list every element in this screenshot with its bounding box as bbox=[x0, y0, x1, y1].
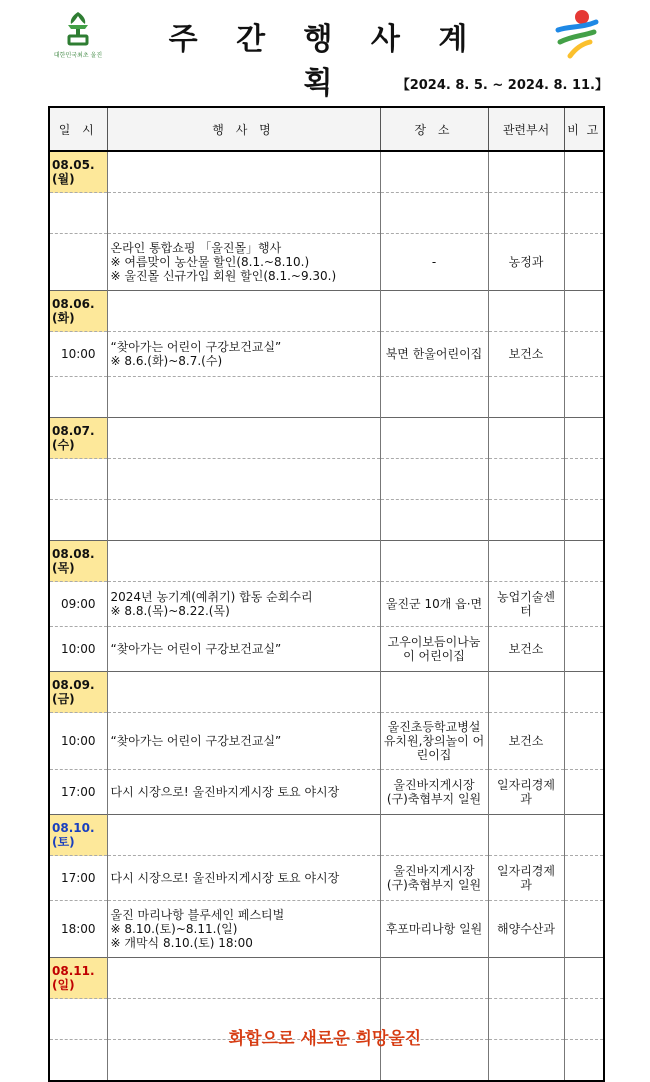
place-line: 고우이보듬이 bbox=[387, 635, 458, 649]
event-time bbox=[49, 377, 107, 418]
col-dept-header: 관련부서 bbox=[488, 107, 564, 151]
event-time: 10:00 bbox=[49, 713, 107, 770]
event-note bbox=[564, 500, 604, 541]
date-cell: 08.07.(수) bbox=[49, 418, 107, 459]
empty-cell bbox=[380, 291, 488, 332]
event-line: “찾아가는 어린이 구강보건교실” bbox=[110, 340, 282, 354]
table-row bbox=[49, 627, 604, 672]
event-line: 온라인 통합쇼핑 「울진몰」행사 bbox=[110, 241, 282, 255]
place-line: 울진바지게시장 bbox=[393, 864, 475, 878]
empty-cell bbox=[107, 815, 380, 856]
event-place bbox=[380, 901, 488, 958]
table-row bbox=[49, 856, 604, 901]
empty-cell bbox=[488, 958, 564, 999]
table-row bbox=[49, 713, 604, 770]
event-place bbox=[380, 193, 488, 234]
event-line: ※ 울진몰 신규가입 회원 할인(8.1.~9.30.) bbox=[110, 269, 337, 283]
date-cell: 08.06.(화) bbox=[49, 291, 107, 332]
empty-cell bbox=[564, 541, 604, 582]
empty-cell bbox=[488, 541, 564, 582]
event-place bbox=[380, 582, 488, 627]
event-time bbox=[49, 193, 107, 234]
date-cell: 08.11.(일) bbox=[49, 958, 107, 999]
event-place bbox=[380, 713, 488, 770]
logo-tagline: 대한민국최초 울진 bbox=[53, 52, 103, 59]
event-note bbox=[564, 459, 604, 500]
event-name bbox=[107, 234, 380, 291]
empty-cell bbox=[107, 672, 380, 713]
table-header-row bbox=[49, 107, 604, 151]
event-name bbox=[107, 901, 380, 958]
event-line: ※ 여름맞이 농산물 할인(8.1.~8.10.) bbox=[110, 255, 310, 269]
event-line: “찾아가는 어린이 구강보건교실” bbox=[110, 642, 282, 656]
event-name bbox=[107, 713, 380, 770]
place-line: 북면 한울어린이집 bbox=[385, 347, 483, 361]
col-datetime-header: 일 시 bbox=[49, 107, 107, 151]
event-place bbox=[380, 627, 488, 672]
event-dept: 농정과 bbox=[488, 234, 564, 291]
event-name bbox=[107, 500, 380, 541]
empty-cell bbox=[380, 151, 488, 193]
event-place bbox=[380, 234, 488, 291]
empty-cell bbox=[107, 958, 380, 999]
sprout-logo-icon bbox=[62, 10, 94, 46]
table-row bbox=[49, 459, 604, 500]
empty-cell bbox=[564, 151, 604, 193]
empty-cell bbox=[488, 291, 564, 332]
table-row bbox=[49, 770, 604, 815]
empty-cell bbox=[380, 418, 488, 459]
empty-cell bbox=[380, 815, 488, 856]
empty-cell bbox=[107, 541, 380, 582]
event-note bbox=[564, 770, 604, 815]
schedule-period: 【2024. 8. 5. ~ 2024. 8. 11.】 bbox=[396, 78, 608, 93]
date-row bbox=[49, 958, 604, 999]
table-row bbox=[49, 582, 604, 627]
date-row bbox=[49, 541, 604, 582]
event-line: ※ 8.8.(목)~8.22.(목) bbox=[110, 604, 230, 618]
event-line: ※ 8.10.(토)~8.11.(일) bbox=[110, 922, 238, 936]
event-time: 10:00 bbox=[49, 332, 107, 377]
event-time: 18:00 bbox=[49, 901, 107, 958]
event-note bbox=[564, 193, 604, 234]
event-dept bbox=[488, 500, 564, 541]
event-dept: 일자리경제과 bbox=[488, 856, 564, 901]
table-row bbox=[49, 500, 604, 541]
empty-cell bbox=[107, 151, 380, 193]
table-row bbox=[49, 193, 604, 234]
empty-cell bbox=[488, 418, 564, 459]
event-name bbox=[107, 770, 380, 815]
table-row bbox=[49, 377, 604, 418]
empty-cell bbox=[380, 672, 488, 713]
event-place bbox=[380, 459, 488, 500]
event-time: 09:00 bbox=[49, 582, 107, 627]
empty-cell bbox=[488, 672, 564, 713]
event-name bbox=[107, 193, 380, 234]
event-dept: 농업기술센터 bbox=[488, 582, 564, 627]
event-place bbox=[380, 500, 488, 541]
event-line: ※ 개막식 8.10.(토) 18:00 bbox=[110, 936, 253, 950]
date-cell: 08.10.(토) bbox=[49, 815, 107, 856]
place-line: 울진바지게시장 bbox=[393, 778, 475, 792]
event-dept: 보건소 bbox=[488, 332, 564, 377]
date-row bbox=[49, 418, 604, 459]
event-place bbox=[380, 332, 488, 377]
empty-cell bbox=[107, 291, 380, 332]
event-note bbox=[564, 713, 604, 770]
table-row bbox=[49, 901, 604, 958]
event-note bbox=[564, 901, 604, 958]
empty-cell bbox=[564, 958, 604, 999]
empty-cell bbox=[488, 151, 564, 193]
event-line: “찾아가는 어린이 구강보건교실” bbox=[110, 734, 282, 748]
event-dept bbox=[488, 459, 564, 500]
event-time: 10:00 bbox=[49, 627, 107, 672]
date-row bbox=[49, 672, 604, 713]
event-name bbox=[107, 582, 380, 627]
event-line: ※ 8.6.(화)~8.7.(수) bbox=[110, 354, 223, 368]
event-note bbox=[564, 582, 604, 627]
county-emblem-icon bbox=[552, 8, 602, 60]
event-name bbox=[107, 627, 380, 672]
event-place bbox=[380, 377, 488, 418]
place-line: 울진초등학교 bbox=[387, 720, 458, 734]
event-note bbox=[564, 377, 604, 418]
event-name bbox=[107, 332, 380, 377]
event-note bbox=[564, 627, 604, 672]
date-cell: 08.09.(금) bbox=[49, 672, 107, 713]
event-time bbox=[49, 500, 107, 541]
place-line: (구)축협부지 일원 bbox=[386, 792, 482, 806]
event-line: 다시 시장으로! 울진바지게시장 토요 야시장 bbox=[110, 871, 340, 885]
place-line: 병설유치원, bbox=[383, 720, 481, 748]
date-row bbox=[49, 151, 604, 193]
event-dept: 일자리경제과 bbox=[488, 770, 564, 815]
date-row bbox=[49, 815, 604, 856]
date-cell: 08.08.(목) bbox=[49, 541, 107, 582]
empty-cell bbox=[380, 958, 488, 999]
empty-cell bbox=[488, 815, 564, 856]
event-line: 다시 시장으로! 울진바지게시장 토요 야시장 bbox=[110, 785, 340, 799]
place-line: 울진군 10개 읍·면 bbox=[385, 597, 483, 611]
place-line: (구)축협부지 일원 bbox=[386, 878, 482, 892]
empty-cell bbox=[564, 418, 604, 459]
event-dept: 보건소 bbox=[488, 627, 564, 672]
place-line: 후포마리나항 일원 bbox=[385, 922, 483, 936]
county-logo bbox=[50, 10, 106, 62]
event-place bbox=[380, 770, 488, 815]
place-line: 창의놀이 어린이집 bbox=[416, 734, 485, 762]
event-name bbox=[107, 459, 380, 500]
event-dept bbox=[488, 193, 564, 234]
empty-cell bbox=[564, 672, 604, 713]
date-cell: 08.05.(월) bbox=[49, 151, 107, 193]
event-time: 17:00 bbox=[49, 770, 107, 815]
event-time bbox=[49, 234, 107, 291]
table-row bbox=[49, 332, 604, 377]
event-line: 2024년 농기계(예취기) 합동 순회수리 bbox=[110, 590, 313, 604]
event-line: 울진 마리나항 블루세인 페스티벌 bbox=[110, 908, 285, 922]
place-line: 나눔이 어린이집 bbox=[403, 635, 481, 663]
empty-cell bbox=[380, 541, 488, 582]
place-line: - bbox=[431, 255, 437, 269]
event-dept: 해양수산과 bbox=[488, 901, 564, 958]
event-note bbox=[564, 332, 604, 377]
event-note bbox=[564, 856, 604, 901]
col-place-header: 장 소 bbox=[380, 107, 488, 151]
event-note bbox=[564, 234, 604, 291]
event-time bbox=[49, 459, 107, 500]
page-title: 주 간 행 사 계 획 bbox=[168, 22, 482, 101]
event-time: 17:00 bbox=[49, 856, 107, 901]
col-event-header: 행 사 명 bbox=[107, 107, 380, 151]
empty-cell bbox=[107, 418, 380, 459]
date-row bbox=[49, 291, 604, 332]
event-dept: 보건소 bbox=[488, 713, 564, 770]
table-row bbox=[49, 234, 604, 291]
event-dept bbox=[488, 377, 564, 418]
event-place bbox=[380, 856, 488, 901]
empty-cell bbox=[564, 291, 604, 332]
event-name bbox=[107, 377, 380, 418]
county-slogan: 화합으로 새로운 희망울진 bbox=[228, 1029, 422, 1049]
weekly-schedule-table bbox=[48, 106, 605, 1082]
event-name bbox=[107, 856, 380, 901]
empty-cell bbox=[564, 815, 604, 856]
col-note-header: 비 고 bbox=[564, 107, 604, 151]
